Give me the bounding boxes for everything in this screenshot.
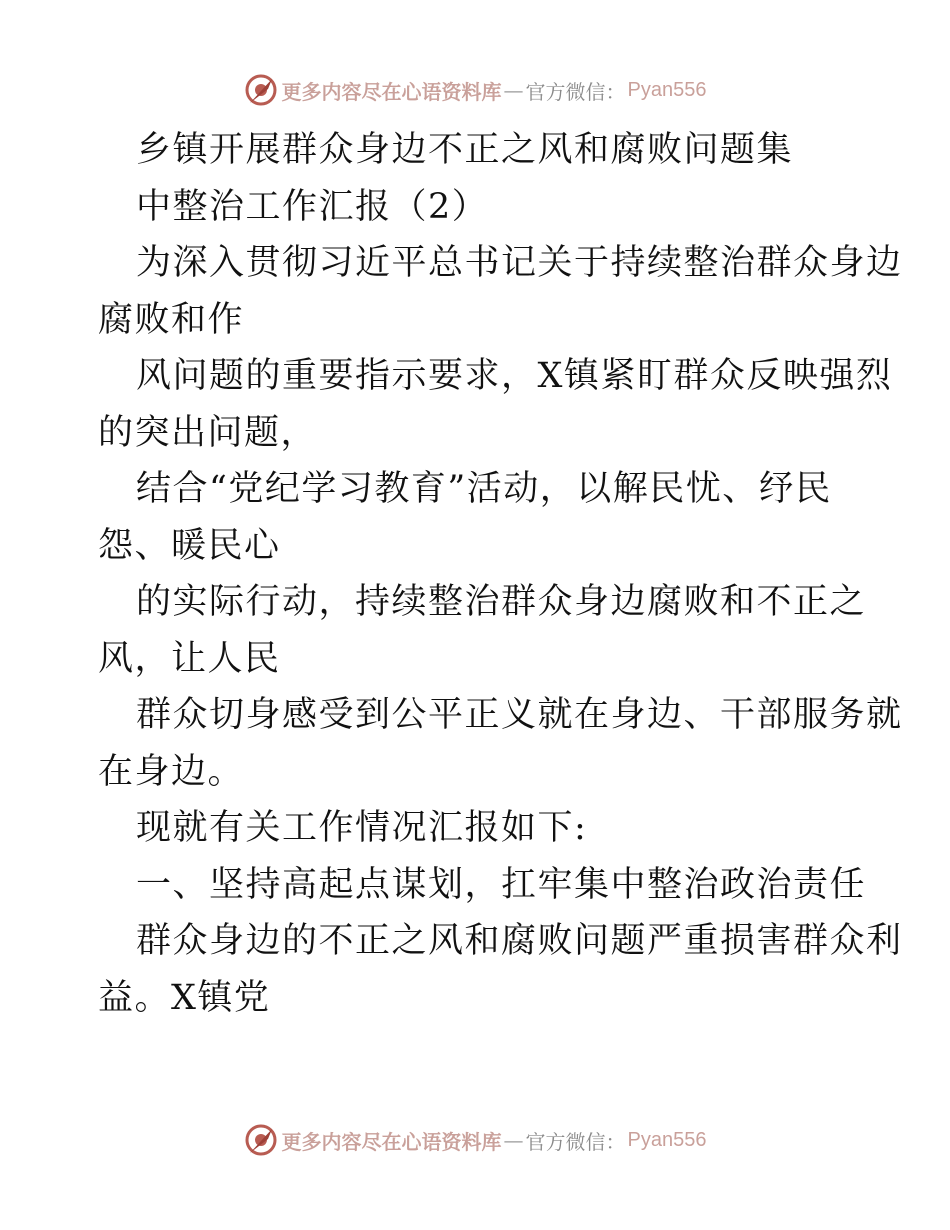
- quill-logo-icon: [244, 1123, 278, 1157]
- text-line: 怨、暖民心: [98, 525, 281, 566]
- text-line: 益。X镇党: [98, 977, 271, 1018]
- text-line: 的突出问题，: [98, 412, 318, 453]
- text-line: 群众身边的不正之风和腐败问题严重损害群众利: [136, 921, 903, 961]
- text-line: 乡镇开展群众身边不正之风和腐败问题集: [136, 130, 794, 170]
- watermark-dash: —: [503, 78, 524, 102]
- watermark-wechat-label: 官方微信：: [525, 79, 626, 104]
- text-line: 为深入贯彻习近平总书记关于持续整治群众身边: [136, 243, 903, 283]
- quill-logo-icon: [244, 73, 278, 107]
- watermark-wechat-label: 官方微信：: [525, 1129, 626, 1154]
- text-line: 一、坚持高起点谋划，扛牢集中整治政治责任: [136, 864, 867, 905]
- text-line: 的实际行动，持续整治群众身边腐败和不正之: [136, 582, 867, 622]
- text-line: 风问题的重要指示要求，X镇紧盯群众反映强烈: [136, 356, 893, 396]
- text-line: 腐败和作: [98, 299, 245, 340]
- text-line: 在身边。: [98, 751, 245, 792]
- text-line: 中整治工作汇报（2）: [136, 186, 489, 227]
- watermark-wechat-id: Pyan556: [627, 1128, 707, 1151]
- watermark-wechat-id: Pyan556: [627, 78, 707, 101]
- watermark-header: [0, 70, 950, 110]
- text-line: 结合“党纪学习教育”活动，以解民忧、纾民: [136, 469, 832, 509]
- watermark-site-text: 更多内容尽在心语资料库: [281, 1129, 502, 1154]
- watermark-footer: [0, 1120, 950, 1160]
- watermark-site-text: 更多内容尽在心语资料库: [281, 79, 502, 104]
- text-line: 风，让人民: [98, 638, 281, 679]
- text-line: 群众切身感受到公平正义就在身边、干部服务就: [136, 695, 903, 735]
- watermark-dash: —: [503, 1128, 524, 1152]
- text-line: 现就有关工作情况汇报如下:: [136, 808, 588, 848]
- document-body: [98, 122, 903, 1026]
